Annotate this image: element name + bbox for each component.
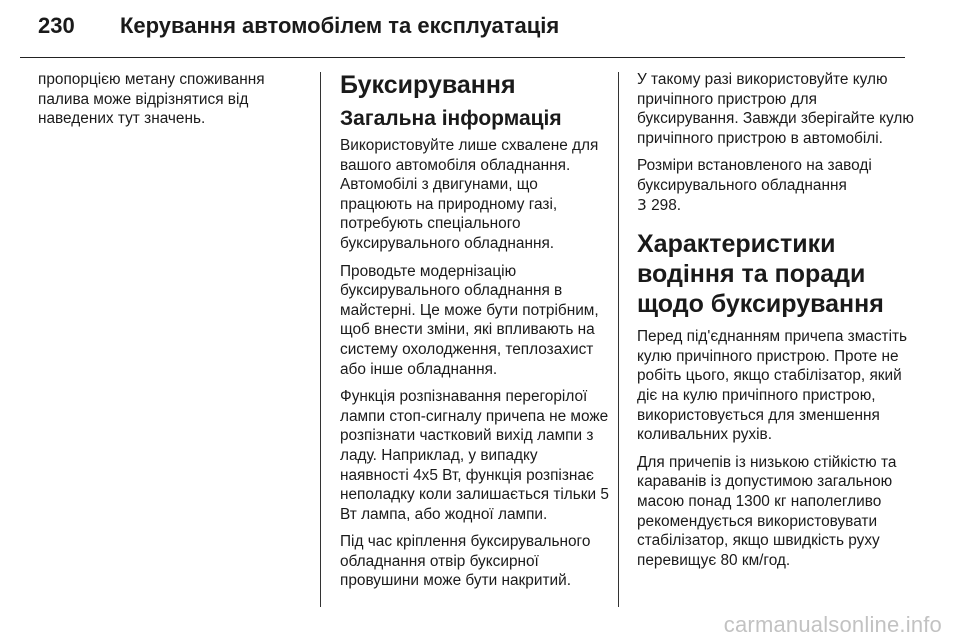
paragraph: пропорцією метану споживання палива може відрізнятися від наведених тут значень. xyxy=(38,71,265,128)
section-heading: Характеристики водіння та поради щодо буксирування xyxy=(637,230,884,319)
column-3 xyxy=(637,70,922,578)
column-2 xyxy=(340,70,610,599)
watermark: carmanualsonline.info xyxy=(723,612,942,637)
column-divider xyxy=(618,72,619,607)
paragraph: Проводьте модернізацію буксирувального обладнання в майстерні. Це може бути потрібним, щоб внести зміни, які впливають на систему охолодження, теплозахист або інше обладнання. xyxy=(340,262,599,378)
paragraph: Функція розпізнавання перегорілої лампи стоп-сигналу причепа не може розпізнати частковий вихід лампи з ладу. Наприклад, у випадку наявності 4x5 Вт, функція розпізнає неполадку коли залишається тільки 5 Вт лампа, або жодної лампи. xyxy=(340,388,609,523)
column-1 xyxy=(38,70,310,137)
section-heading: Буксирування xyxy=(340,71,516,99)
paragraph: У такому разі використовуйте кулю причіпного пристрою для буксирування. Завжди зберігайте кулю причіпного пристрою в автомобілі. xyxy=(637,71,914,147)
header-rule xyxy=(20,57,905,58)
arrow-reference-icon: 3 xyxy=(637,195,647,214)
page-reference[interactable]: 298. xyxy=(651,196,682,214)
paragraph: Для причепів із низькою стійкістю та караванів із допустимою загальною масою понад 1300 кг наполегливо рекомендується використовувати стабілізатор, якщо швидкість руху перевищує 80 км/год. xyxy=(637,453,897,569)
subsection-heading: Загальна інформація xyxy=(340,107,562,130)
page-header xyxy=(38,4,922,48)
chapter-title: Керування автомобілем та експлуатація xyxy=(120,13,560,38)
paragraph: Використовуйте лише схвалене для вашого автомобіля обладнання. Автомобілі з двигунами, що працюють на природному газі, потребують спеціального буксирувального обладнання. xyxy=(340,137,599,252)
paragraph-with-reference xyxy=(637,156,922,215)
paragraph: Під час кріплення буксирувального обладнання отвір буксирної провушини може бути накритий. xyxy=(340,533,591,590)
paragraph: Перед під'єднанням причепа змастіть кулю причіпного пристрою. Проте не робіть цього, якщо стабілізатор, який діє на кулю причіпного пристрою, використовується для зменшення коливальних рухів. xyxy=(637,328,908,444)
page-number: 230 xyxy=(38,13,75,38)
paragraph-text: Розміри встановленого на заводі буксирувального обладнання xyxy=(637,157,872,194)
column-divider xyxy=(320,72,321,607)
